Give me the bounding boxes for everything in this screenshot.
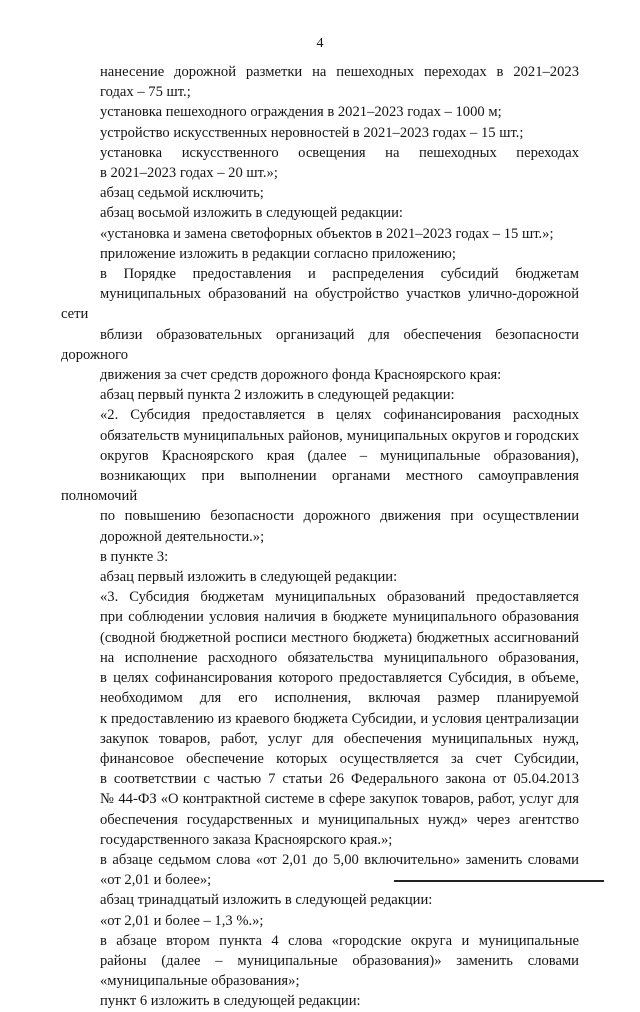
text-line: установка пешеходного ограждения в 2021–2023 годах – 1000 м; — [100, 104, 502, 121]
text-line: финансовое обеспечение которых осуществляется за счет Субсидии, — [100, 750, 579, 767]
paragraph — [61, 385, 579, 405]
text-line: приложение изложить в редакции согласно приложению; — [100, 245, 456, 262]
text-line: «3. Субсидия бюджетам муниципальных образований предоставляется — [100, 589, 579, 606]
text-line: в пункте 3: — [100, 548, 169, 565]
text-line: к предоставлению из краевого бюджета Субсидии, и условия централизации — [100, 710, 579, 727]
text-line: по повышению безопасности дорожного движения при осуществлении — [100, 508, 579, 525]
text-line: «от 2,01 и более – 1,3 %.»; — [100, 912, 264, 929]
paragraph — [61, 244, 579, 264]
paragraph — [61, 62, 579, 102]
text-line: в абзаце втором пункта 4 слова «городские округа и муниципальные — [100, 932, 579, 949]
document-body — [61, 62, 579, 1012]
text-line: абзац восьмой изложить в следующей редакции: — [100, 205, 403, 222]
text-line: в 2021–2023 годах – 20 шт.»; — [100, 165, 278, 182]
paragraph — [61, 405, 579, 546]
text-line: муниципальных образований на обустройство участков улично-дорожной сети — [61, 286, 579, 323]
text-line: при соблюдении условия наличия в бюджете муниципального образования — [100, 609, 579, 626]
text-line: нанесение дорожной разметки на пешеходных переходах в 2021–2023 — [100, 64, 579, 80]
paragraph — [61, 102, 579, 122]
text-line: абзац тринадцатый изложить в следующей редакции: — [100, 892, 433, 909]
text-line: необходимом для его исполнения, включая размер планируемой — [100, 690, 579, 707]
paragraph — [61, 143, 579, 183]
paragraph — [61, 911, 579, 931]
text-line: «2. Субсидия предоставляется в целях софинансирования расходных — [100, 407, 579, 424]
text-line: в абзаце седьмом слова «от 2,01 до 5,00 включительно» заменить словами — [100, 851, 579, 868]
paragraph — [61, 547, 579, 567]
paragraph — [61, 203, 579, 223]
paragraph — [61, 264, 579, 385]
text-line: абзац первый пункта 2 изложить в следующей редакции: — [100, 387, 455, 404]
paragraph — [61, 931, 579, 992]
text-line: (сводной бюджетной росписи местного бюджета) бюджетных ассигнований — [100, 629, 579, 646]
paragraph — [61, 991, 579, 1011]
text-line: № 44-ФЗ «О контрактной системе в сфере закупок товаров, работ, услуг для — [100, 791, 579, 808]
paragraph — [61, 587, 579, 850]
paragraph — [61, 567, 579, 587]
paragraph — [61, 183, 579, 203]
text-line: районы (далее – муниципальные образования)» заменить словами — [100, 952, 579, 969]
paragraph — [61, 890, 579, 910]
text-line: обеспечения государственных и муниципальных нужд» через агентство — [100, 811, 579, 828]
text-line: годах – 75 шт.; — [100, 84, 191, 101]
text-line: «муниципальные образования»; — [100, 973, 300, 990]
text-line: «установка и замена светофорных объектов в 2021–2023 годах – 15 шт.»; — [100, 225, 554, 242]
page-number: 4 — [316, 36, 324, 51]
text-line: абзац седьмой исключить; — [100, 185, 264, 202]
text-line: пункт 6 изложить в следующей редакции: — [100, 993, 361, 1010]
text-line: возникающих при выполнении органами местного самоуправления полномочий — [61, 468, 579, 505]
text-line: «от 2,01 и более»; — [100, 872, 212, 889]
paragraph — [61, 850, 579, 890]
text-line: в целях софинансирования которого предоставляется Субсидия, в объеме, — [100, 670, 579, 687]
text-line: в Порядке предоставления и распределения субсидий бюджетам — [100, 266, 579, 283]
text-line: в соответствии с частью 7 статьи 26 Федерального закона от 05.04.2013 — [100, 771, 579, 788]
text-line: движения за счет средств дорожного фонда Красноярского края: — [100, 367, 502, 384]
text-line: округов Красноярского края (далее – муниципальные образования), — [100, 447, 579, 464]
text-line: вблизи образовательных организаций для обеспечения безопасности дорожного — [61, 326, 579, 363]
text-line: на исполнение расходного обязательства муниципального образования, — [100, 649, 579, 666]
text-line: обязательств муниципальных районов, муниципальных округов и городских — [100, 427, 579, 444]
text-line: устройство искусственных неровностей в 2021–2023 годах – 15 шт.; — [100, 124, 524, 141]
text-line: дорожной деятельности.»; — [100, 528, 265, 545]
text-line: закупок товаров, работ, услуг для обеспечения муниципальных нужд, — [100, 730, 579, 747]
paragraph — [61, 123, 579, 143]
text-line: государственного заказа Красноярского края.»; — [100, 831, 393, 848]
paragraph — [61, 224, 579, 244]
text-line: абзац первый изложить в следующей редакции: — [100, 569, 398, 586]
footer-rule — [394, 880, 604, 882]
text-line: установка искусственного освещения на пешеходных переходах — [100, 144, 579, 161]
